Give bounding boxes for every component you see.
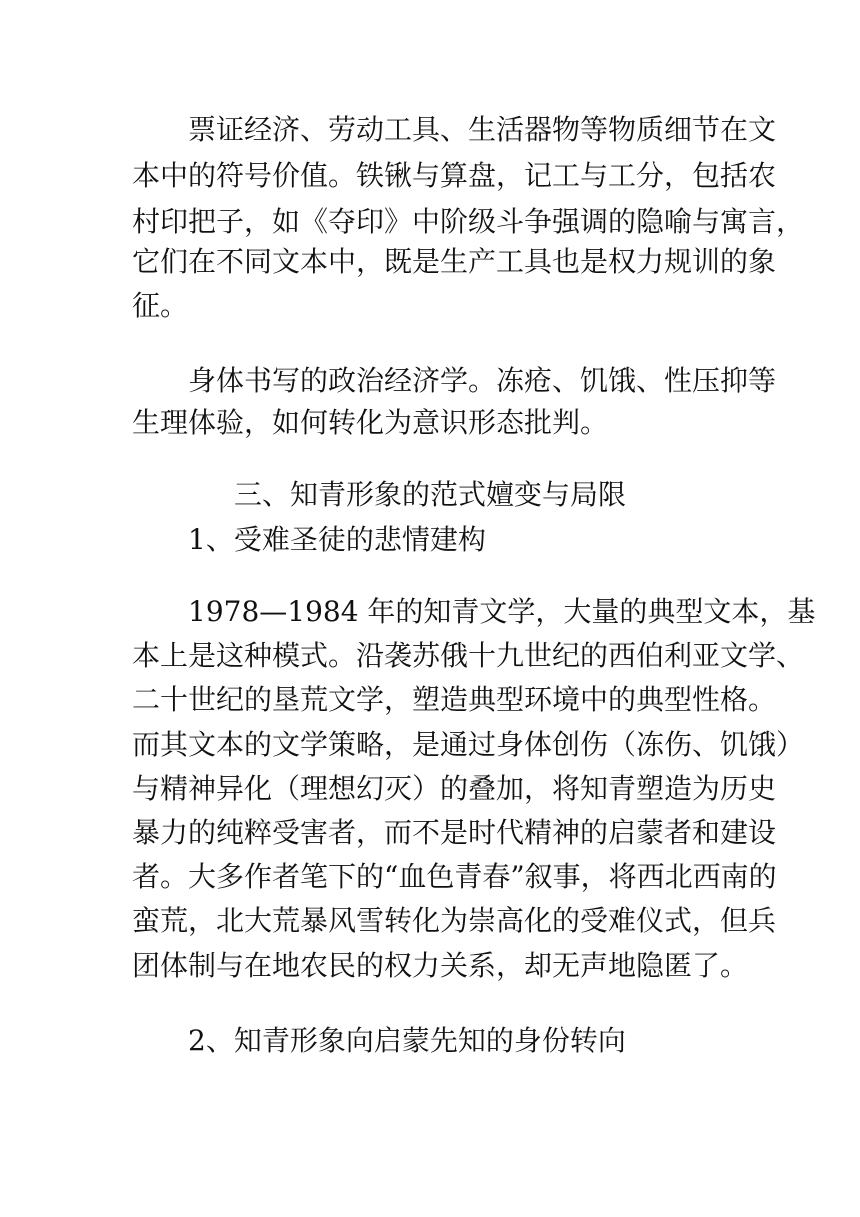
subsection-1-heading: 1、受难圣徒的悲情建构 xyxy=(188,523,486,556)
section-3-line-3: 二十世纪的垦荒文学，塑造典型环境中的典型性格。 xyxy=(132,683,777,716)
paragraph-1-line-3: 村印把子，如《夺印》中阶级斗争强调的隐喻与寓言， xyxy=(132,205,805,238)
paragraph-1-line-1: 票证经济、劳动工具、生活器物等物质细节在文 xyxy=(188,113,777,146)
section-3-line-9: 团体制与在地农民的权力关系，却无声地隐匿了。 xyxy=(132,949,749,982)
section-3-line-4: 而其文本的文学策略，是通过身体创伤（冻伤、饥饿） xyxy=(132,728,805,761)
paragraph-2-line-1: 身体书写的政治经济学。冻疮、饥饿、性压抑等 xyxy=(188,364,777,397)
paragraph-1-line-2: 本中的符号价值。铁锹与算盘，记工与工分，包括农 xyxy=(132,159,777,192)
section-3-line-8: 蛮荒，北大荒暴风雪转化为崇高化的受难仪式，但兵 xyxy=(132,904,777,937)
section-title: 三、知青形象的范式嬗变与局限 xyxy=(233,478,626,511)
section-3-line-5: 与精神异化（理想幻灭）的叠加，将知青塑造为历史 xyxy=(132,772,777,805)
section-3-line-1: 1978—1984 年的知青文学，大量的典型文本，基 xyxy=(188,595,816,628)
section-3-line-2: 本上是这种模式。沿袭苏俄十九世纪的西伯利亚文学、 xyxy=(132,639,805,672)
paragraph-2-line-2: 生理体验，如何转化为意识形态批判。 xyxy=(132,406,609,439)
section-3-line-6: 暴力的纯粹受害者，而不是时代精神的启蒙者和建设 xyxy=(132,816,777,849)
subsection-2-heading: 2、知青形象向启蒙先知的身份转向 xyxy=(188,1024,626,1057)
paragraph-1-line-5: 征。 xyxy=(132,289,189,322)
paragraph-1-line-4: 它们在不同文本中，既是生产工具也是权力规训的象 xyxy=(132,245,777,278)
section-3-line-7: 者。大多作者笔下的“血色青春”叙事，将西北西南的 xyxy=(132,860,777,893)
